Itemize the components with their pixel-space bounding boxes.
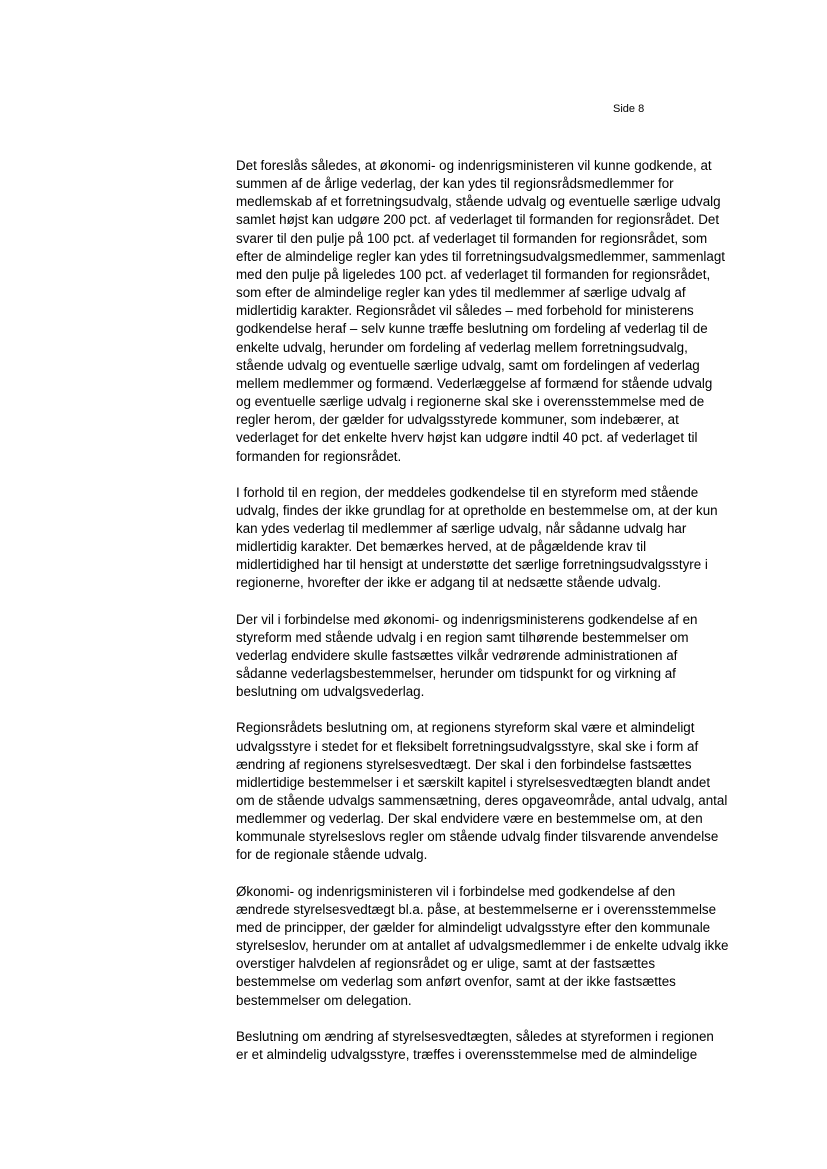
text-line: kan ydes vederlag til medlemmer af særlige udvalg, når sådanne udvalg har (236, 520, 687, 536)
text-line: udvalg, findes der ikke grundlag for at opretholde en bestemmelse om, at der kun (236, 502, 718, 518)
text-line: er et almindelig udvalgsstyre, træffes i overensstemmelse med de almindelige (236, 1046, 698, 1062)
text-line: mellem medlemmer og formænd. Vederlæggelse af formænd for stående udvalg (236, 375, 713, 391)
text-line: Regionsrådets beslutning om, at regionens styreform skal være et almindeligt (236, 720, 695, 736)
text-line: medlemskab af et forretningsudvalg, stående udvalg og eventuelle særlige udvalg (236, 194, 721, 210)
text-line: ændring af regionens styrelsesvedtægt. Der skal i den forbindelse fastsættes (236, 756, 692, 772)
text-line: Det foreslås således, at økonomi- og indenrigsministeren vil kunne godkende, at (236, 158, 712, 173)
text-line: Der vil i forbindelse med økonomi- og indenrigsministerens godkendelse af en (236, 611, 698, 627)
text-line: om de stående udvalgs sammensætning, deres opgaveområde, antal udvalg, antal (236, 793, 728, 808)
body-text (236, 157, 752, 1082)
paragraph (236, 484, 752, 593)
text-line: samlet højst kan udgøre 200 pct. af vederlaget til formanden for regionsrådet. Det (236, 212, 720, 228)
text-line: svarer til den pulje på 100 pct. af vederlaget til formanden for regionsrådet, som (236, 230, 708, 246)
text-line: midlertidig karakter. Regionsrådet vil således – med forbehold for ministerens (236, 303, 694, 319)
text-line: beslutning om udvalgsvederlag. (236, 684, 425, 700)
text-line: med den pulje på ligeledes 100 pct. af vederlaget til formanden for regionsrådet, (236, 266, 711, 282)
text-line: midlertidighed har til hensigt at understøtte det særlige forretningsudvalgsstyre i (236, 557, 708, 573)
paragraph (236, 611, 752, 702)
text-line: enkelte udvalg, herunder om fordeling af vederlag mellem forretningsudvalg, (236, 339, 688, 355)
text-line: kommunale styrelseslovs regler om stående udvalg finder tilsvarende anvendelse (236, 829, 719, 845)
text-line: med de principper, der gælder for almindeligt udvalgsstyre efter den kommunale (236, 919, 711, 935)
text-line: efter de almindelige regler kan ydes til forretningsudvalgsmedlemmer, sammenlagt (236, 248, 725, 264)
text-line: vederlaget for det enkelte hverv højst kan udgøre indtil 40 pct. af vederlaget til (236, 430, 698, 446)
paragraph (236, 719, 752, 864)
paragraph (236, 883, 752, 1010)
text-line: sådanne vederlagsbestemmelser, herunder om tidspunkt for og virkning af (236, 666, 676, 682)
text-line: bestemmelse om vederlag som anført ovenfor, samt at der ikke fastsættes (236, 974, 676, 990)
text-line: formanden for regionsrådet. (236, 448, 402, 464)
text-line: summen af de årlige vederlag, der kan ydes til regionsrådsmedlemmer for (236, 176, 674, 192)
text-line: Økonomi- og indenrigsministeren vil i forbindelse med godkendelse af den (236, 883, 676, 899)
text-line: I forhold til en region, der meddeles godkendelse til en styreform med stående (236, 484, 699, 500)
text-line: som efter de almindelige regler kan ydes til medlemmer af særlige udvalg af (236, 285, 686, 301)
text-line: regionerne, hvorefter der ikke er adgang til at nedsætte stående udvalg. (236, 575, 662, 591)
text-line: regler herom, der gælder for udvalgsstyrede kommuner, som indebærer, at (236, 412, 679, 428)
text-line: Beslutning om ændring af styrelsesvedtægten, således at styreformen i regionen (236, 1028, 714, 1044)
text-line: styrelseslov, herunder om at antallet af udvalgsmedlemmer i de enkelte udvalg ikke (236, 938, 729, 954)
text-line: overstiger halvdelen af regionsrådet og er ulige, samt at der fastsættes (236, 956, 656, 972)
text-line: midlertidig karakter. Det bemærkes herved, at de pågældende krav til (236, 539, 647, 555)
text-line: stående udvalg og eventuelle særlige udvalg, samt om fordelingen af vederlag (236, 357, 700, 373)
text-line: bestemmelser om delegation. (236, 992, 412, 1008)
text-line: for de regionale stående udvalg. (236, 847, 428, 863)
paragraph (236, 1028, 752, 1064)
text-line: styreform med stående udvalg i en region samt tilhørende bestemmelser om (236, 629, 689, 645)
text-line: udvalgsstyre i stedet for et fleksibelt forretningsudvalgsstyre, skal ske i form af (236, 738, 699, 754)
text-line: ændrede styrelsesvedtægt bl.a. påse, at bestemmelserne er i overensstemmelse (236, 901, 717, 917)
page-number: Side 8 (613, 103, 645, 115)
paragraph (236, 157, 752, 466)
text-line: midlertidige bestemmelser i et særskilt kapitel i styrelsesvedtægten blandt andet (236, 774, 711, 790)
text-line: medlemmer og vederlag. Der skal endvidere være en bestemmelse om, at den (236, 811, 703, 827)
text-line: vederlag endvidere skulle fastsættes vilkår vedrørende administrationen af (236, 647, 678, 663)
text-line: og eventuelle særlige udvalg i regionerne skal ske i overensstemmelse med de (236, 394, 705, 410)
text-line: godkendelse heraf – selv kunne træffe beslutning om fordeling af vederlag til de (236, 321, 708, 337)
